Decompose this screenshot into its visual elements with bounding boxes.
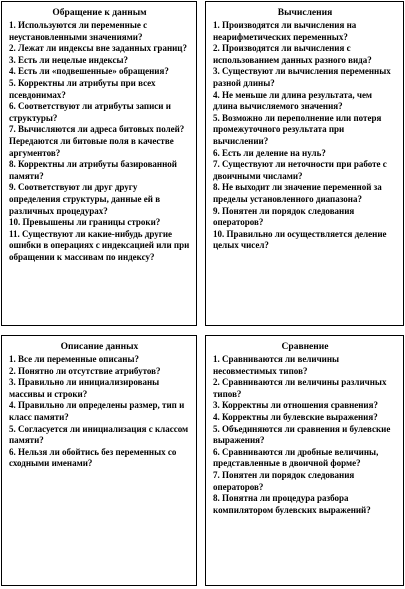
checklist-item: 4. Есть ли «подвешенные» обращения?: [9, 66, 169, 77]
checklist-item: 4. Корректны ли булевские выражения?: [213, 411, 378, 422]
checklist-item: 1. Производятся ли вычисления на неарифметических переменных?: [213, 20, 357, 42]
checklist-item: 5. Корректны ли атрибуты при всех псевдонимах?: [9, 77, 156, 100]
panel-comparison: [205, 335, 404, 586]
checklist-item: 3. Есть ли нецелые индексы?: [9, 54, 128, 65]
panel-title: Описание данных: [60, 342, 139, 352]
panel-title: Сравнение: [281, 342, 329, 352]
checklist: [213, 20, 397, 252]
checklist-item: 2. Лежат ли индексы вне заданных границ?: [9, 43, 187, 54]
checklist-item: 10. Правильно ли осуществляется деление целых чисел?: [213, 228, 387, 251]
checklist: [9, 20, 190, 263]
checklist-item: 2. Понятно ли отсутствие атрибутов?: [9, 365, 161, 376]
checklist-item: 10. Превышены ли границы строки?: [9, 217, 161, 228]
checklist-item: 11. Существуют ли какие-нибудь другие ошибки в операциях с индексацией или при обращении к массивам по индексу?: [9, 228, 190, 262]
checklist-item: 9. Соответствуют ли друг другу определения структуры, данные ей в различных процедурах?: [9, 182, 161, 216]
checklist-item: 6. Соответствуют ли атрибуты записи и структуры?: [9, 101, 171, 123]
checklist-item: 1. Сравниваются ли величины несовместимых типов?: [213, 354, 340, 376]
checklist-item: 2. Производятся ли вычисления с использованием данных разного вида?: [213, 43, 372, 65]
checklist-item: 9. Понятен ли порядок следования операторов?: [213, 205, 355, 228]
panel-computations: [205, 1, 404, 326]
checklist-item: 5. Согласуется ли инициализация с классом памяти?: [9, 423, 189, 446]
checklist-item: 3. Правильно ли инициализированы массивы и строки?: [9, 377, 160, 399]
checklist-item: 7. Существуют ли неточности при работе с двоичными числами?: [213, 159, 387, 181]
checklist-item: 5. Возможно ли переполнение или потеря промежуточного результата при вычислении?: [213, 112, 382, 146]
checklist-item: 1. Все ли переменные описаны?: [9, 354, 139, 364]
checklist-item: 8. Корректны ли атрибуты базированной памяти?: [9, 159, 177, 181]
checklist-item: 4. Не меньше ли длина результата, чем длина вычисляемого значения?: [213, 89, 373, 112]
checklist-item: 2. Сравниваются ли величины различных типов?: [213, 377, 387, 399]
checklist: [213, 354, 397, 516]
checklist-item: 6. Есть ли деление на нуль?: [213, 147, 326, 158]
checklist-item: 7. Понятен ли порядок следования операторов?: [213, 469, 355, 492]
checklist-item: 5. Объединяются ли сравнения и булевские выражения?: [213, 423, 391, 446]
checklist-item: 6. Сравниваются ли дробные величины, представленные в двоичной форме?: [213, 446, 379, 469]
checklist-item: 3. Существуют ли вычисления переменных разной длины?: [213, 66, 391, 88]
checklist-item: 1. Используются ли переменные с неустановленными значениями?: [9, 20, 148, 42]
checklist-item: 3. Корректны ли отношения сравнения?: [213, 400, 378, 411]
checklist-item: 6. Нельзя ли обойтись без переменных со сходными именами?: [9, 446, 177, 469]
checklist: [9, 354, 190, 470]
panel-title: Вычисления: [277, 8, 333, 18]
checklist-item: 4. Правильно ли определены размер, тип и класс памяти?: [9, 400, 185, 422]
panel-title: Обращение к данным: [52, 8, 147, 18]
checklist-item: 8. Понятна ли процедура разбора компилятором булевских выражений?: [213, 493, 371, 515]
checklist-item: 8. Не выходит ли значение переменной за пределы установленного диапазона?: [213, 182, 382, 204]
checklist-item: 7. Вычисляются ли адреса битовых полей? Передаются ли битовые поля в качестве аргументов?: [9, 124, 185, 158]
panel-data-declaration: [1, 335, 197, 586]
panel-data-access: [1, 1, 197, 326]
